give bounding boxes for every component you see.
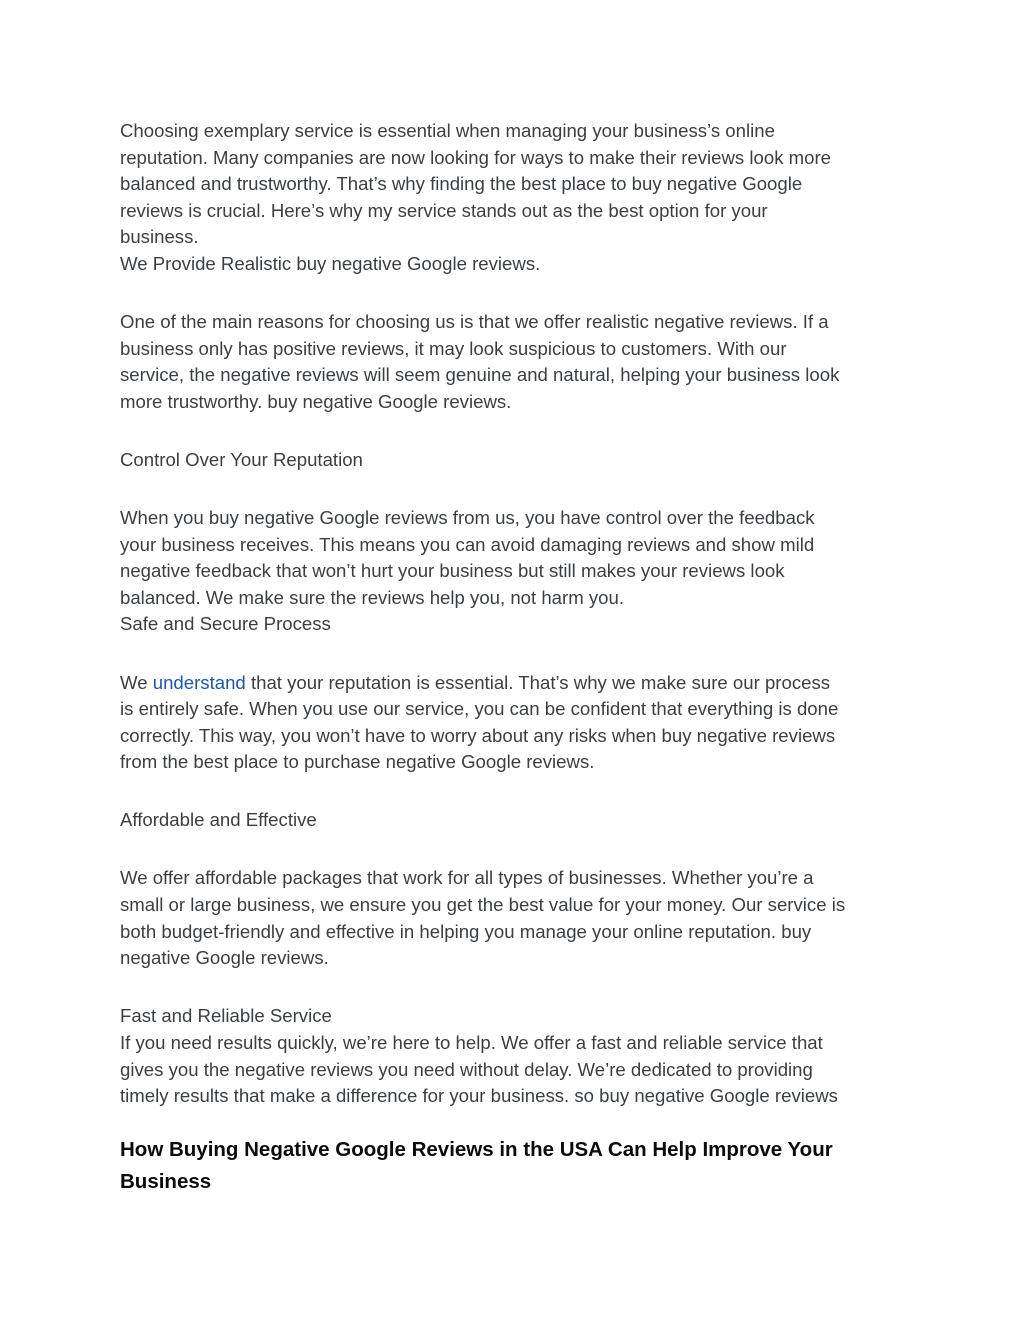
text-line: more trustworthy. buy negative Google reviews. bbox=[120, 390, 512, 412]
subheading-fast: Fast and Reliable Service bbox=[120, 1005, 332, 1027]
subheading-control: Control Over Your Reputation bbox=[120, 448, 363, 470]
text-line: Choosing exemplary service is essential when managing your business’s online bbox=[120, 120, 775, 141]
text-line: balanced. We make sure the reviews help you, not harm you. bbox=[120, 586, 625, 608]
paragraph-affordable bbox=[120, 865, 910, 971]
section-heading bbox=[120, 1134, 910, 1198]
text-line: Safe and Secure Process bbox=[120, 613, 331, 635]
document-page bbox=[120, 118, 910, 1198]
text-fragment: that your reputation is essential. That’s why we make sure our process bbox=[245, 671, 831, 693]
text-line: correctly. This way, you won’t have to worry about any risks when buy negative reviews bbox=[120, 724, 836, 746]
understand-link[interactable]: understand bbox=[152, 671, 246, 693]
paragraph-fast bbox=[120, 1003, 910, 1109]
text-line: service, the negative reviews will seem genuine and natural, helping your business look bbox=[120, 364, 840, 386]
text-line: We offer affordable packages that work for all types of businesses. Whether you’re a bbox=[120, 867, 814, 889]
paragraph-safe bbox=[120, 670, 910, 776]
text-fragment: We bbox=[120, 671, 153, 693]
text-line: gives you the negative reviews you need without delay. We’re dedicated to providing bbox=[120, 1058, 813, 1080]
text-line: is entirely safe. When you use our service, you can be confident that everything is done bbox=[120, 698, 839, 720]
subheading-affordable: Affordable and Effective bbox=[120, 809, 317, 831]
text-line: your business receives. This means you can avoid damaging reviews and show mild bbox=[120, 533, 815, 555]
text-line: from the best place to purchase negative Google reviews. bbox=[120, 751, 595, 773]
text-line: business only has positive reviews, it may look suspicious to customers. With our bbox=[120, 337, 787, 359]
text-line: One of the main reasons for choosing us is that we offer realistic negative reviews. If a bbox=[120, 311, 829, 333]
text-line: When you buy negative Google reviews from us, you have control over the feedback bbox=[120, 507, 815, 529]
text-line: timely results that make a difference for your business. so buy negative Google reviews bbox=[120, 1085, 838, 1107]
text-line: small or large business, we ensure you get the best value for your money. Our service is bbox=[120, 894, 846, 916]
heading-line: How Buying Negative Google Reviews in the USA Can Help Improve Your bbox=[120, 1137, 833, 1161]
paragraph-intro bbox=[120, 118, 910, 278]
text-line: reviews is crucial. Here’s why my service stands out as the best option for your bbox=[120, 199, 768, 221]
paragraph-control bbox=[120, 505, 910, 638]
text-line: reputation. Many companies are now looking for ways to make their reviews look more bbox=[120, 146, 832, 168]
text-line bbox=[120, 670, 910, 697]
text-line: negative Google reviews. bbox=[120, 947, 329, 969]
paragraph-realistic bbox=[120, 309, 910, 415]
text-line: business. bbox=[120, 226, 199, 248]
heading-line: Business bbox=[120, 1169, 212, 1193]
text-line: balanced and trustworthy. That’s why finding the best place to buy negative Google bbox=[120, 173, 803, 195]
text-line: If you need results quickly, we’re here to help. We offer a fast and reliable service that bbox=[120, 1031, 823, 1053]
text-line: both budget-friendly and effective in helping you manage your online reputation. buy bbox=[120, 920, 812, 942]
text-line: We Provide Realistic buy negative Google reviews. bbox=[120, 252, 541, 274]
text-line: negative feedback that won’t hurt your business but still makes your reviews look bbox=[120, 560, 785, 582]
